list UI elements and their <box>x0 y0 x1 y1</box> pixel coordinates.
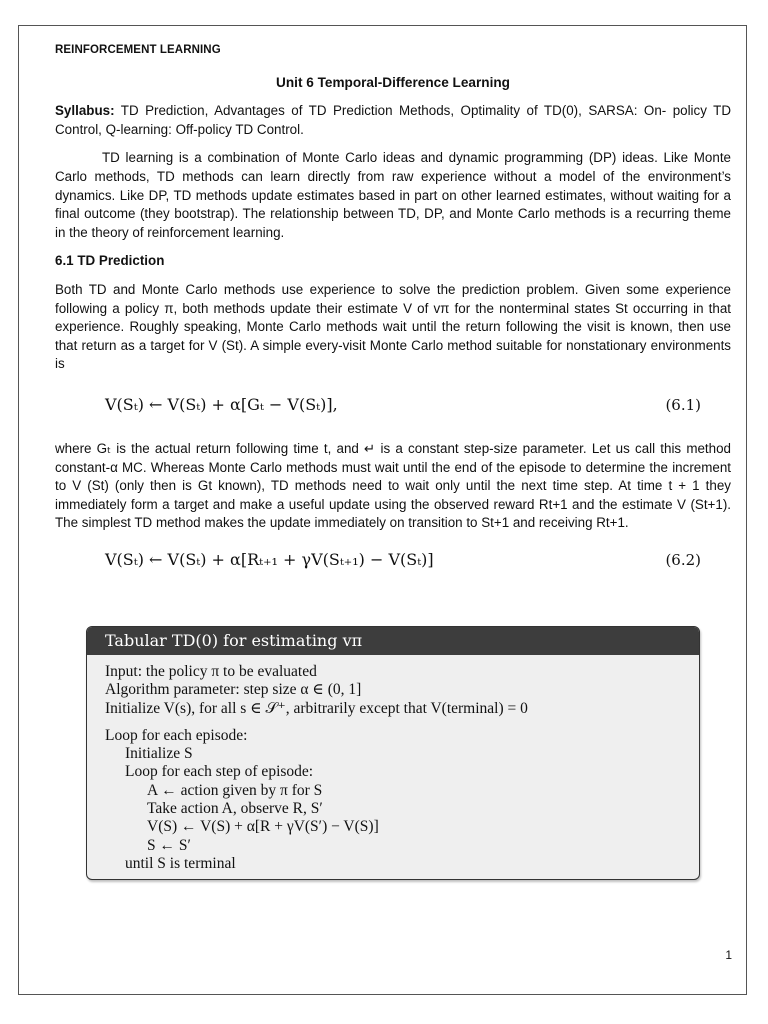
algorithm-line: Loop for each episode: <box>105 726 248 744</box>
algorithm-line: A ← action given by π for S <box>147 781 323 799</box>
equation-6-1-expression: V(Sₜ) ← V(Sₜ) + α[Gₜ − V(Sₜ)], <box>105 394 338 414</box>
running-header: REINFORCEMENT LEARNING <box>55 44 221 56</box>
equation-6-1-number: (6.1) <box>665 395 701 414</box>
intro-paragraph: TD learning is a combination of Monte Carlo ideas and dynamic programming (DP) ideas. Like Monte Carlo methods, TD methods can learn directly from raw experience without a model of the environment’s dynamics. Like DP, TD methods update estimates based in part on other learned estimates, without waiting for a final outcome (they bootstrap). The relationship between TD, DP, and Monte Carlo methods is a recurring theme in the theory of reinforcement learning. <box>55 150 731 240</box>
algorithm-line: V(S) ← V(S) + α[R + γV(S′) − V(S)] <box>147 818 379 836</box>
algorithm-line: S ← S′ <box>147 836 191 854</box>
unit-title: Unit 6 Temporal-Difference Learning <box>276 74 510 90</box>
syllabus-label: Syllabus: <box>55 103 115 119</box>
algorithm-title: Tabular TD(0) for estimating vπ <box>87 627 699 655</box>
equation-6-2 <box>55 541 731 581</box>
equation-6-1 <box>55 386 731 426</box>
algorithm-line: Algorithm parameter: step size α ∈ (0, 1] <box>105 681 362 699</box>
syllabus-text: TD Prediction, Advantages of TD Prediction Methods, Optimality of TD(0), SARSA: On- policy TD Control, Q-learning: Off-policy TD Control. <box>55 103 731 137</box>
syllabus <box>55 102 731 139</box>
equation-6-2-expression: V(Sₜ) ← V(Sₜ) + α[Rₜ₊₁ + γV(Sₜ₊₁) − V(Sₜ)] <box>105 549 434 569</box>
algorithm-body <box>87 655 699 873</box>
section-heading: 6.1 TD Prediction <box>55 253 165 269</box>
middle-paragraph: where Gₜ is the actual return following time t, and ↵ is a constant step-size parameter. Let us call this method constant-α MC. Whereas Monte Carlo methods must wait until the end of the episode to determine the increment to V (St) (only then is Gt known), TD methods need to wait only until the next time step. At time t + 1 they immediately form a target and make a useful update using the observed reward Rt+1 and the estimate V (St+1). The simplest TD method makes the update immediately on transition to St+1 and receiving Rt+1. <box>55 440 731 531</box>
page-number: 1 <box>725 948 732 962</box>
equation-6-2-number: (6.2) <box>665 550 701 569</box>
document-body <box>55 41 731 581</box>
section-paragraph: Both TD and Monte Carlo methods use experience to solve the prediction problem. Given some experience following a policy π, both methods update their estimate V of vπ for the nonterminal states St occurring in that experience. Roughly speaking, Monte Carlo methods wait until the return following the visit is known, then use that return as a target for V (St). A simple every-visit Monte Carlo method suitable for nonstationary environments is <box>55 281 731 372</box>
algorithm-line: Input: the policy π to be evaluated <box>105 663 317 680</box>
algorithm-box <box>86 626 700 880</box>
algorithm-line: Take action A, observe R, S′ <box>147 800 323 818</box>
algorithm-line: Initialize V(s), for all s ∈ 𝒮⁺, arbitrarily except that V(terminal) = 0 <box>105 699 528 717</box>
algorithm-line: until S is terminal <box>125 854 236 872</box>
algorithm-line: Loop for each step of episode: <box>125 763 314 781</box>
algorithm-line: Initialize S <box>125 745 193 763</box>
